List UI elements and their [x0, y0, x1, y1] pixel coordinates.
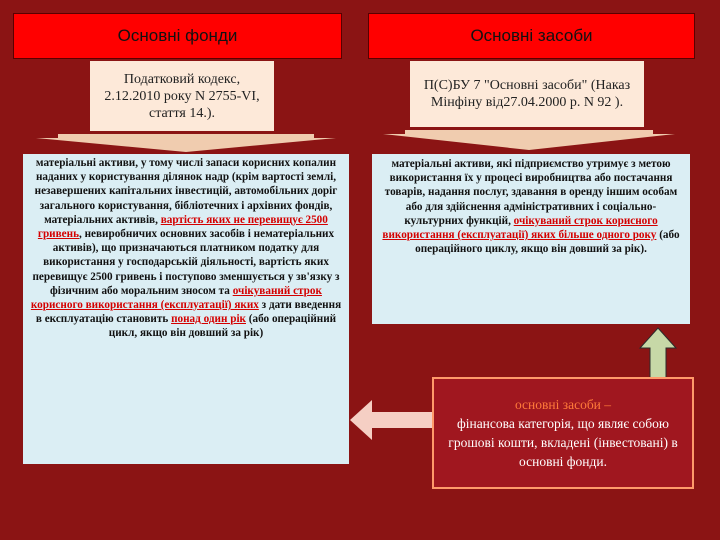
def-left-highlight-year: понад один рік: [171, 313, 246, 326]
summary-text: фінансова категорія, що являє собою грошові кошти, вкладені (інвестовані) в основні фонди.: [448, 416, 678, 469]
summary-highlight: основні засоби –: [514, 397, 612, 412]
def-right-highlight-term: очікуваний строк корисного використання (експлуатації) яких більше одного року: [382, 214, 658, 242]
title-fixed-assets-accounting: Основні засоби: [368, 13, 695, 59]
arrow-up-right: [640, 328, 676, 378]
definition-right: [372, 154, 690, 324]
definition-left: [23, 154, 349, 464]
def-left-highlight-value: вартість яких не перевищує 2500 гривень: [37, 213, 328, 241]
def-left-text-4: (або операційний цикл, якщо він довший за рік): [108, 313, 337, 340]
arrow-left: [350, 400, 432, 440]
def-right-text-2: (або операційного циклу, якщо він довший за рік).: [415, 229, 680, 256]
def-left-text-2: , невиробничих основних засобів і нематеріальних активів), що призначаються платником податку для використання у господарській діяльності, вартість яких перевищує 2500 гривень і поступово зменшується у зв'язку з фізичним або моральним зносом та: [32, 228, 340, 297]
arrow-down-left: [36, 134, 336, 152]
arrow-down-right: [383, 130, 675, 150]
def-left-highlight-term: очікуваний строк корисного використання (експлуатації) яких: [30, 284, 322, 312]
summary-box: [432, 377, 694, 489]
def-right-text-1: матеріальні активи, які підприємство утримує з метою використання їх у процесі виробництва або постачання товарів, надання послуг, здавання в оренду іншим особам або для здійснення адміністративних і соціально-культурних функцій,: [384, 158, 678, 227]
source-psbu-7: П(С)БУ 7 "Основні засоби" (Наказ Мінфіну від27.04.2000 р. N 92 ).: [410, 61, 644, 127]
def-left-text-3: з дати введення в експлуатацію становить: [35, 299, 342, 326]
source-tax-code: Податковий кодекс, 2.12.2010 року N 2755-VI, стаття 14.).: [90, 61, 274, 131]
title-fixed-assets-tax: Основні фонди: [13, 13, 342, 59]
def-left-text-1: матеріальні активи, у тому числі запаси корисних копалин наданих у користування ділянок надр (крім вартості землі, незавершених капітальних інвестицій, автомобільних доріг загального користування, бібліотечних і архівних фондів, матеріальних активів,: [34, 157, 338, 226]
